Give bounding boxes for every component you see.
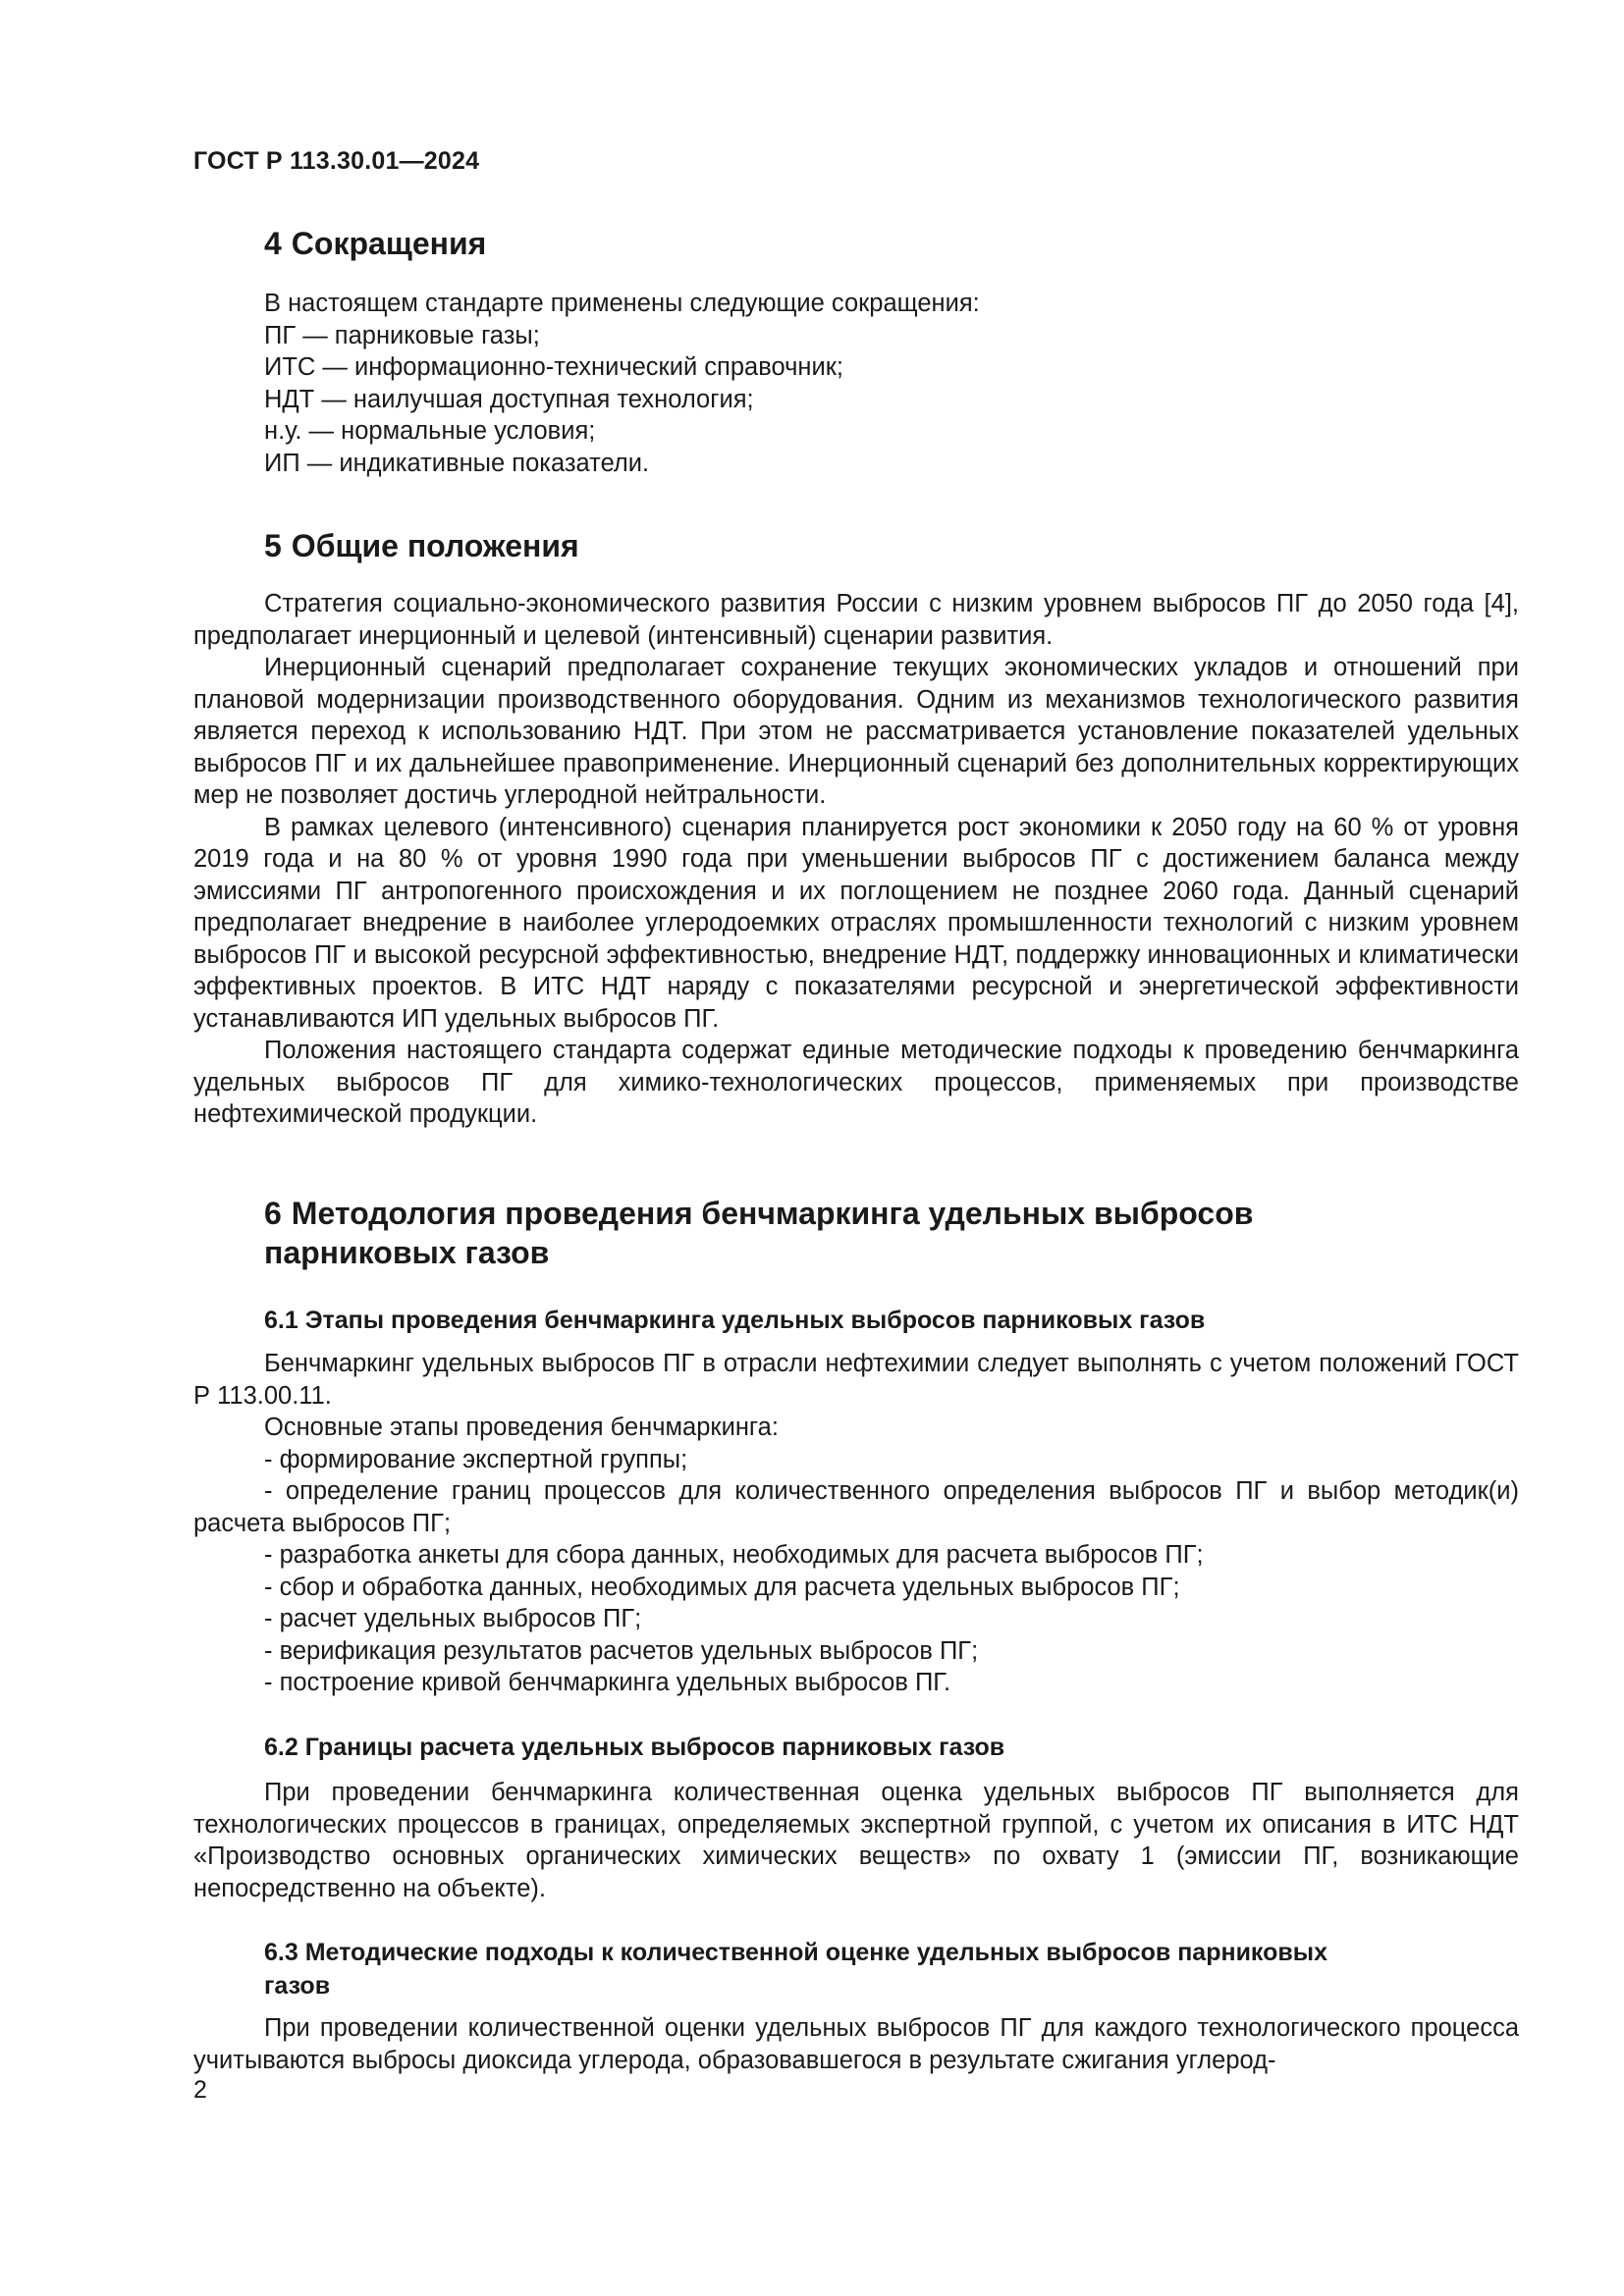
section-5	[193, 526, 1519, 565]
paragraph: Положения настоящего стандарта содержат единые методические подходы к проведению бенчмаркинга удельных выбросов ПГ для химико-технологических процессов, применяемых при производстве нефтехимической продукции.	[193, 1037, 1519, 1128]
section-6	[193, 1194, 1519, 1272]
section-6-heading	[193, 1194, 1519, 1233]
abbreviations-intro: В настоящем стандарте применены следующие сокращения:	[264, 290, 980, 317]
abbreviation-item: ИТС — информационно-технический справочник;	[264, 353, 843, 381]
document-code-header: ГОСТ Р 113.30.01—2024	[193, 147, 480, 175]
section-4-title: Сокращения	[291, 226, 487, 261]
paragraph: При проведении бенчмаркинга количественная оценка удельных выбросов ПГ выполняется для технологических процессов в границах, определяемых экспертной группой, с учетом их описания в ИТС НДТ «Производство основных органических химических веществ» по охвату 1 (эмиссии ПГ, возникающие непосредственно на объекте).	[193, 1779, 1519, 1902]
abbreviation-item: н.у. — нормальные условия;	[264, 417, 596, 445]
section-6-number: 6	[264, 1196, 282, 1231]
subsection-6-1	[193, 1304, 1519, 1337]
section-4	[193, 224, 1519, 263]
subsection-6-3-title-line-2: газов	[264, 1972, 331, 2000]
paragraph: При проведении количественной оценки удельных выбросов ПГ для каждого технологического процесса учитываются выбросы диоксида углерода, образовавшегося в результате сжигания углерод-	[193, 2014, 1519, 2074]
section-4-number: 4	[264, 226, 282, 261]
paragraph: Основные этапы проведения бенчмаркинга:	[264, 1414, 779, 1441]
paragraph: В рамках целевого (интенсивного) сценария планируется рост экономики к 2050 году на 60 % от уровня 2019 года и на 80 % от уровня 1990 года при уменьшении выбросов ПГ с достижением баланса между эмиссиями ПГ антропогенного происхождения и их поглощением не позднее 2060 года. Данный сценарий предполагает внедрение в наиболее углеродоемких отраслях промышленности технологий с низким уровнем выбросов ПГ и высокой ресурсной эффективностью, внедрение НДТ, поддержку инновационных и климатически эффективных проектов. В ИТС НДТ наряду с показателями ресурсной и энергетической эффективности устанавливаются ИП удельных выбросов ПГ.	[193, 813, 1519, 1033]
section-4-body	[193, 288, 1519, 479]
list-item: - формирование экспертной группы;	[264, 1445, 688, 1473]
section-5-title: Общие положения	[291, 528, 579, 563]
subsection-6-1-title: 6.1 Этапы проведения бенчмаркинга удельных выбросов парниковых газов	[264, 1307, 1206, 1334]
subsection-6-1-body	[193, 1348, 1519, 1699]
subsection-6-3-body	[193, 2012, 1519, 2076]
page-number: 2	[193, 2076, 207, 2104]
section-4-heading	[193, 224, 1519, 263]
section-5-body	[193, 588, 1519, 1131]
subsection-6-3-title-line-1: 6.3 Методические подходы к количественной оценке удельных выбросов парниковых	[264, 1939, 1328, 1966]
list-item: - верификация результатов расчетов удельных выбросов ПГ;	[264, 1636, 979, 1665]
abbreviation-item: НДТ — наилучшая доступная технология;	[264, 385, 754, 413]
abbreviation-item: ИП — индикативные показатели.	[264, 449, 650, 477]
paragraph: Инерционный сценарий предполагает сохранение текущих экономических укладов и отношений при плановой модернизации производственного оборудования. Одним из механизмов технологического развития является переход к использованию НДТ. При этом не рассматривается установление показателей удельных выбросов ПГ и их дальнейшее правоприменение. Инерционный сценарий без дополнительных корректирующих мер не позволяет достичь углеродной нейтральности.	[193, 654, 1519, 809]
paragraph: Стратегия социально-экономического развития России с низким уровнем выбросов ПГ до 2050 года [4], предполагает инерционный и целевой (интенсивный) сценарии развития.	[193, 590, 1519, 650]
list-item: - определение границ процессов для количественного определения выбросов ПГ и выбор методик(и) расчета выбросов ПГ;	[193, 1477, 1519, 1537]
section-5-number: 5	[264, 528, 282, 563]
subsection-6-2-body	[193, 1777, 1519, 1904]
list-item: - расчет удельных выбросов ПГ;	[264, 1605, 642, 1632]
subsection-6-2	[193, 1731, 1519, 1764]
section-6-title-line-2: парниковых газов	[264, 1235, 550, 1270]
subsection-6-3	[193, 1936, 1519, 2002]
list-item: - сбор и обработка данных, необходимых для расчета удельных выбросов ПГ;	[264, 1573, 1180, 1601]
list-item: - разработка анкеты для сбора данных, необходимых для расчета выбросов ПГ;	[264, 1541, 1204, 1569]
section-6-title-line-1: Методология проведения бенчмаркинга удельных выбросов	[291, 1196, 1254, 1231]
list-item: - построение кривой бенчмаркинга удельных выбросов ПГ.	[264, 1669, 951, 1696]
paragraph: Бенчмаркинг удельных выбросов ПГ в отрасли нефтехимии следует выполнять с учетом положений ГОСТ Р 113.00.11.	[193, 1350, 1519, 1410]
section-5-heading	[193, 526, 1519, 565]
abbreviation-item: ПГ — парниковые газы;	[264, 321, 540, 349]
subsection-6-2-title: 6.2 Границы расчета удельных выбросов парниковых газов	[264, 1734, 1005, 1761]
